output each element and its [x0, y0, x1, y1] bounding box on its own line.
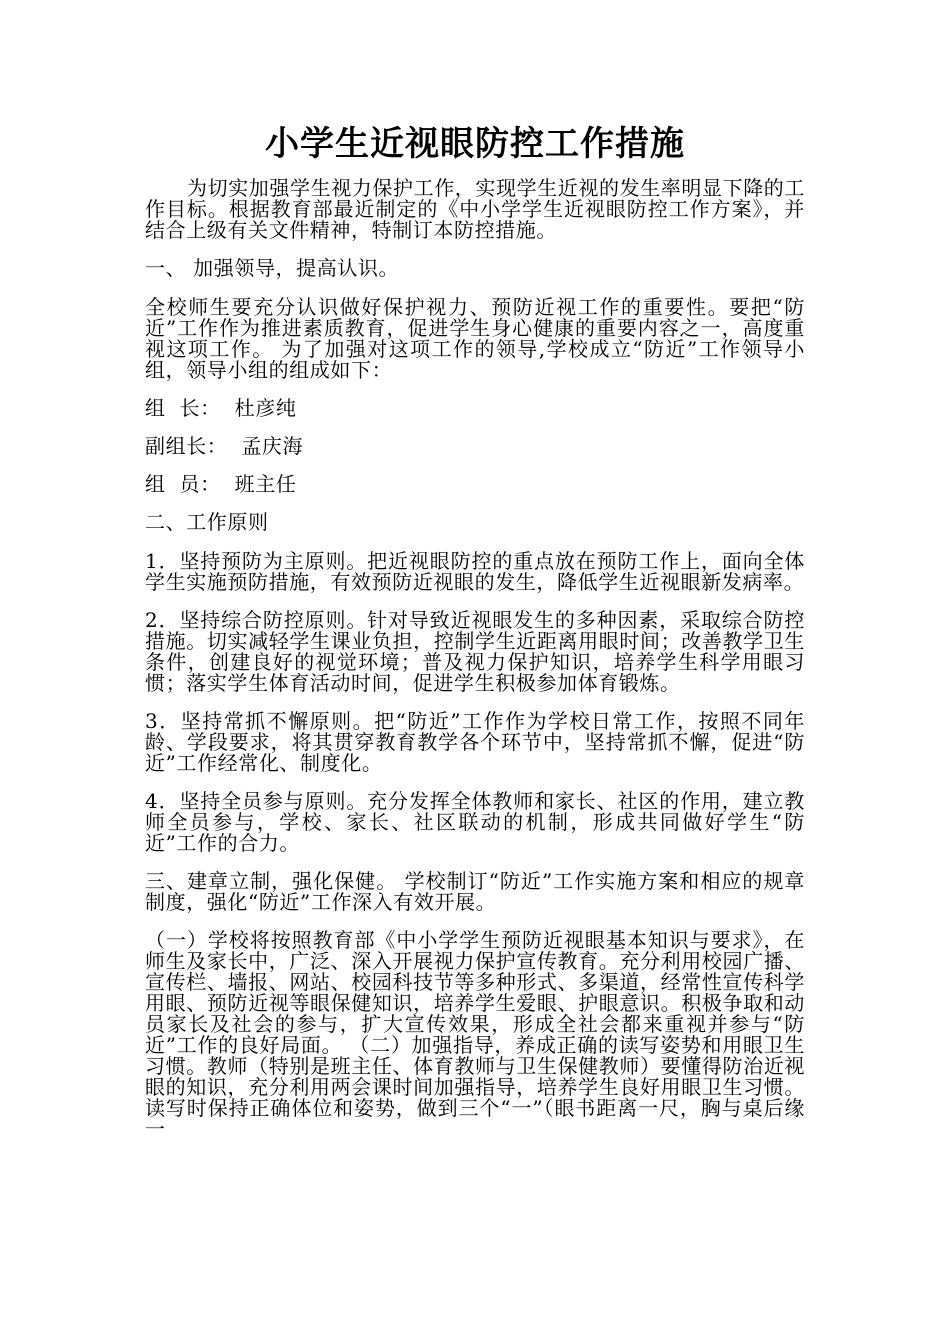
principle-2-paragraph: 2．坚持综合防控原则。针对导致近视眼发生的多种因素，采取综合防控措施。切实减轻学生课业负担，控制学生近距离用眼时间；改善教学卫生条件，创建良好的视觉环境；普及视力保护知识，培养学生科学用眼习惯；落实学生体育活动时间，促进学生积极参加体育锻炼。: [145, 608, 805, 695]
principle-4-paragraph: 4．坚持全员参与原则。充分发挥全体教师和家长、社区的作用，建立教师全员参与，学校、家长、社区联动的机制，形成共同做好学生“防近”工作的合力。: [145, 789, 805, 855]
section-1-heading: 一、 加强领导，提高认识。: [145, 256, 400, 280]
intro-paragraph: 为切实加强学生视力保护工作，实现学生近视的发生率明显下降的工作目标。根据教育部最近制定的《中小学学生近视眼防控工作方案》，并结合上级有关文件精神，特制订本防控措施。: [145, 176, 805, 242]
principle-3-paragraph: 3．坚持常抓不懈原则。把“防近”工作作为学校日常工作，按照不同年龄、学段要求，将其贯穿教育教学各个环节中，坚持常抓不懈，促进“防近”工作经常化、制度化。: [145, 709, 805, 775]
section-2-heading: 二、工作原则: [145, 510, 269, 534]
document-title: 小学生近视眼防控工作措施: [265, 124, 685, 164]
document-body: [145, 178, 805, 1157]
section-1-paragraph: 全校师生要充分认识做好保护视力、预防近视工作的重要性。要把“防近”工作作为推进素质教育，促进学生身心健康的重要内容之一，高度重视这项工作。 为了加强对这项工作的领导,学校成立“防近”工作领导小组，领导小组的组成如下：: [145, 295, 805, 382]
leader-line: 组 长： 杜彦纯: [145, 396, 297, 420]
section-3-paragraph: 三、建章立制，强化保健。 学校制订“防近”工作实施方案和相应的规章制度，强化“防近”工作深入有效开展。: [145, 869, 805, 914]
principle-1-paragraph: 1．坚持预防为主原则。把近视眼防控的重点放在预防工作上，面向全体学生实施预防措施，有效预防近视眼的发生，降低学生近视眼新发病率。: [145, 549, 805, 594]
measures-paragraph: （一）学校将按照教育部《中小学学生预防近视眼基本知识与要求》，在师生及家长中，广泛、深入开展视力保护宣传教育。充分利用校园广播、宣传栏、墙报、网站、校园科技节等多种形式、多渠道，经常性宣传科学用眼、预防近视等眼保健知识，培养学生爱眼、护眼意识。积极争取和动员家长及社会的参与，扩大宣传效果，形成全社会都来重视并参与“防近”工作的良好局面。 （二）加强指导，养成正确的读写姿势和用眼卫生习惯。教师（特别是班主任、体育教师与卫生保健教师）要懂得防治近视眼的知识，充分利用两会课时间加强指导，培养学生良好用眼卫生习惯。读写时保持正确体位和姿势，做到三个“一”（眼书距离一尺，胸与桌后缘一: [145, 928, 805, 1141]
members-line: 组 员： 班主任: [145, 472, 297, 496]
vice-leader-line: 副组长： 孟庆海: [145, 434, 304, 458]
